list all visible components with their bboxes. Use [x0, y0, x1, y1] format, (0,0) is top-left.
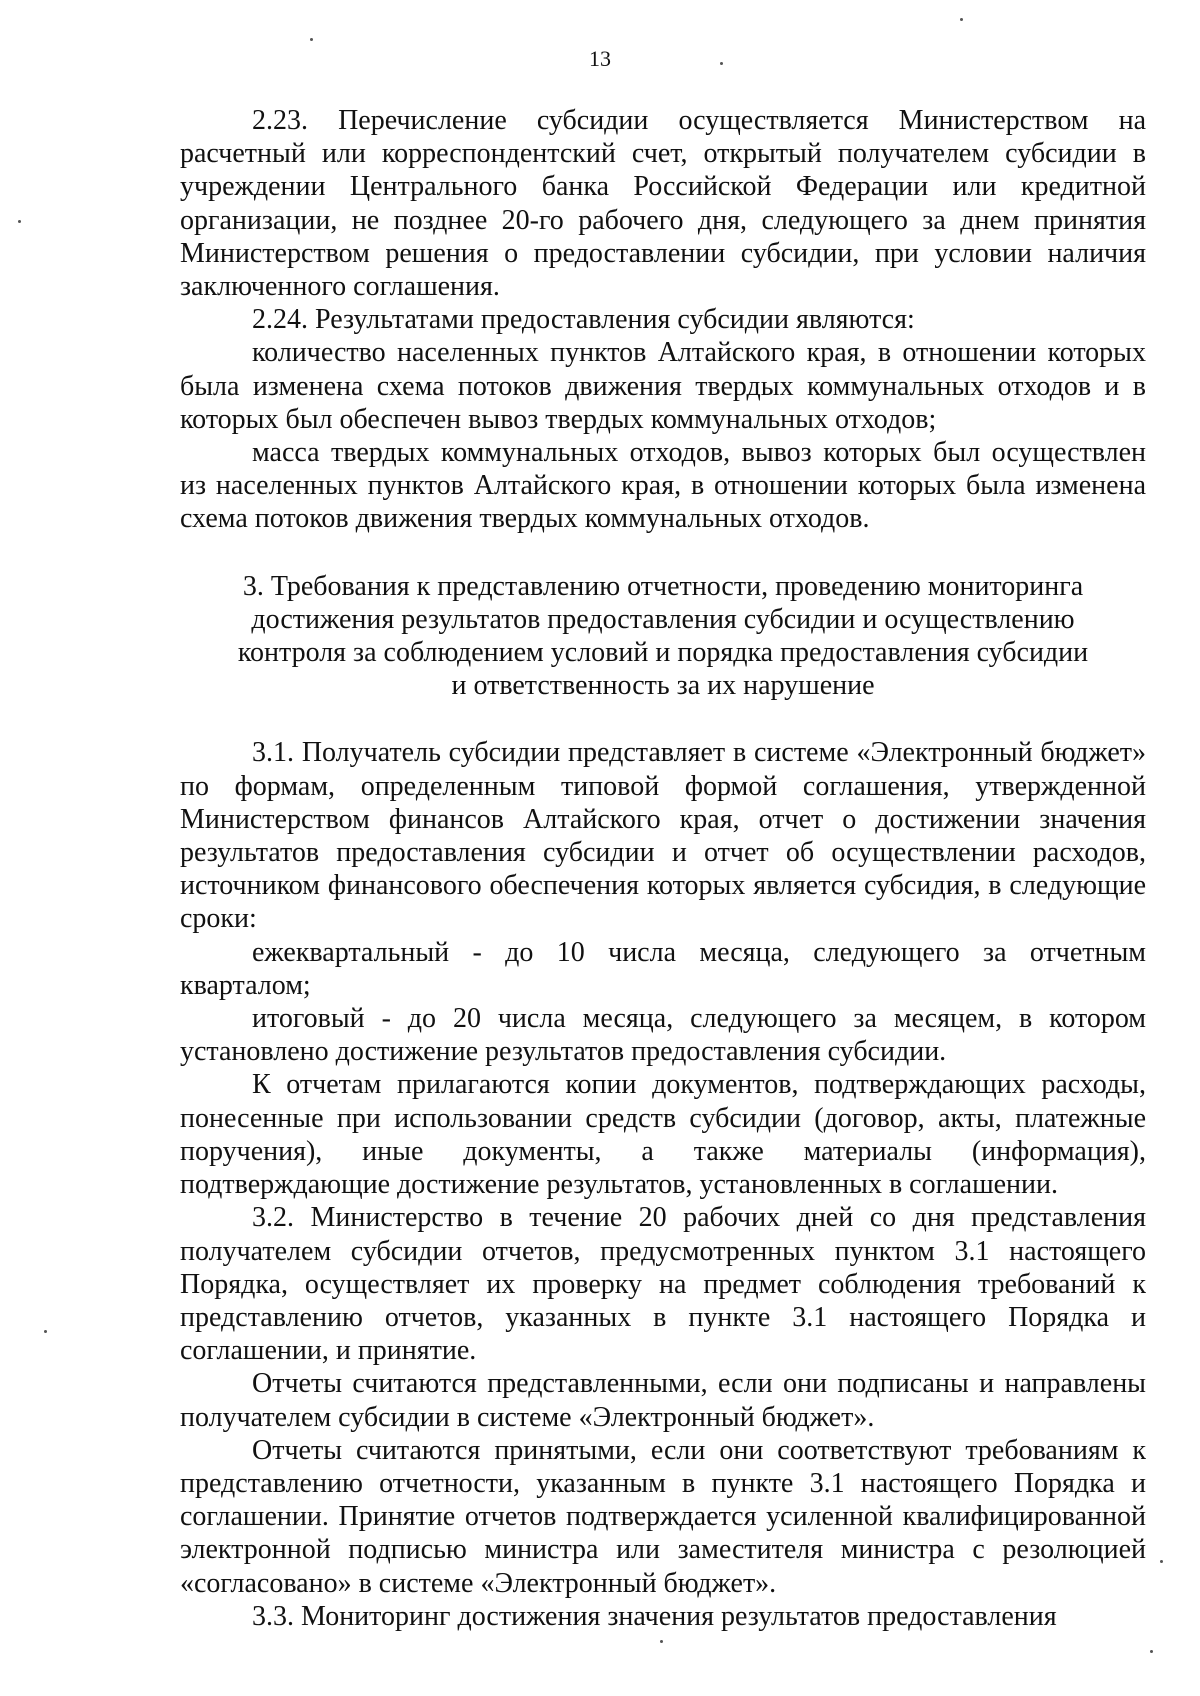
document-body — [180, 104, 1146, 1633]
scan-speck — [960, 18, 963, 21]
scan-speck — [1150, 1650, 1153, 1653]
section-3-heading — [180, 570, 1146, 703]
section-heading-line-2: достижения результатов предоставления субсидии и осуществлению — [251, 603, 1075, 635]
attachments-paragraph: К отчетам прилагаются копии документов, подтверждающих расходы, понесенные при использовании средств субсидии (договор, акты, платежные поручения), иные документы, а также материалы (информация), подтверждающие достижение результатов, установленных в соглашении. — [180, 1069, 1146, 1201]
scan-speck — [720, 62, 723, 65]
section-heading-line-3: контроля за соблюдением условий и порядка предоставления субсидии — [237, 637, 1089, 669]
scan-speck — [310, 38, 313, 41]
quarterly-report-deadline: ежеквартальный - до 10 числа месяца, следующего за отчетным кварталом; — [180, 936, 1146, 1001]
final-report-deadline: итоговый - до 20 числа месяца, следующего за месяцем, в котором установлено достижение результатов предоставления субсидии. — [180, 1003, 1146, 1068]
scan-speck — [44, 1330, 47, 1333]
section-heading-line-4: и ответственность за их нарушение — [451, 670, 875, 702]
reports-submitted-paragraph: Отчеты считаются представленными, если они подписаны и направлены получателем субсидии в системе «Электронный бюджет». — [180, 1368, 1146, 1433]
paragraph-3-3: 3.3. Мониторинг достижения значения результатов предоставления — [252, 1600, 1057, 1632]
paragraph-2-24: 2.24. Результатами предоставления субсидии являются: — [252, 304, 915, 336]
scan-speck — [1160, 1560, 1163, 1563]
paragraph-2-23: 2.23. Перечисление субсидии осуществляется Министерством на расчетный или корреспондентский счет, открытый получателем субсидии в учреждении Центрального банка Российской Федерации или кредитной организации, не позднее 20-го рабочего дня, следующего за днем принятия Министерством решения о предоставлении субсидии, при условии наличия заключенного соглашения. — [180, 105, 1146, 303]
reports-accepted-paragraph: Отчеты считаются принятыми, если они соответствуют требованиям к представлению отчетности, указанным в пункте 3.1 настоящего Порядка и соглашении. Принятие отчетов подтверждается усиленной квалифицированной электронной подписью министра или заместителя министра с резолюцией «согласовано» в системе «Электронный бюджет». — [180, 1434, 1146, 1599]
result-item-waste-mass: масса твердых коммунальных отходов, вывоз которых был осуществлен из населенных пунктов Алтайского края, в отношении которых была изменена схема потоков движения твердых коммунальных отходов. — [180, 437, 1146, 535]
scan-speck — [660, 1640, 663, 1643]
heading-spacer-bottom — [180, 702, 1146, 736]
page-number: 13 — [589, 46, 611, 71]
section-heading-line-1: 3. Требования к представлению отчетности, проведению мониторинга — [242, 570, 1084, 602]
heading-spacer-top — [180, 536, 1146, 570]
paragraph-3-1: 3.1. Получатель субсидии представляет в системе «Электронный бюджет» по формам, определенным типовой формой соглашения, утвержденной Министерством финансов Алтайского края, отчет о достижении значения результатов предоставления субсидии и отчет об осуществлении расходов, источником финансового обеспечения которых является субсидия, в следующие сроки: — [180, 737, 1146, 935]
result-item-settlements: количество населенных пунктов Алтайского края, в отношении которых была изменена схема потоков движения твердых коммунальных отходов и в которых был обеспечен вывоз твердых коммунальных отходов; — [180, 337, 1146, 435]
paragraph-3-2: 3.2. Министерство в течение 20 рабочих дней со дня представления получателем субсидии отчетов, предусмотренных пунктом 3.1 настоящего Порядка, осуществляет их проверку на предмет соблюдения требований к представлению отчетов, указанных в пункте 3.1 настоящего Порядка и соглашении, и принятие. — [180, 1202, 1146, 1367]
scan-speck — [18, 220, 21, 223]
